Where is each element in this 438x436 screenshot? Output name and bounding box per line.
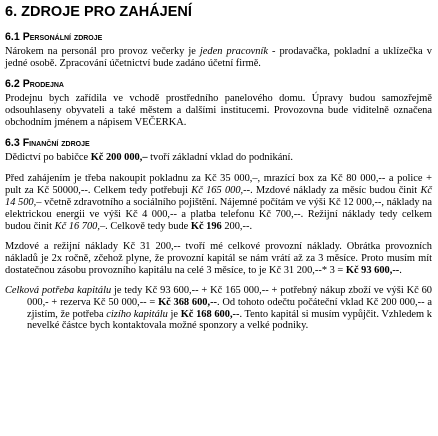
chapter-title: 6. ZDROJE PRO ZAHÁJENÍ [5, 4, 192, 20]
bold-amount: Kč 200 000,– [90, 151, 148, 163]
section-title: Finanční zdroje [22, 136, 90, 149]
emphasis-amount: Kč 165 000,-- [191, 185, 251, 197]
section-number: 6.2 [5, 77, 20, 90]
text-run: . Mzdové náklady za měsíc budou činit [250, 185, 421, 197]
section-title: Prodejna [22, 77, 64, 90]
bold-amount: Kč 168 600,-- [180, 308, 240, 320]
section-number: 6.1 [5, 31, 20, 43]
shop-paragraph [5, 93, 432, 129]
text-run: Dědictví po babičce [5, 151, 91, 163]
text-run: je tedy Kč 93 600,-- + Kč 165 000,-- + potřebný nákup zboží ve výši Kč 60 000,- + rezerva Kč 50 000,-- = [27, 284, 432, 308]
text-run: tvoří základní vklad do podnikání. [147, 151, 293, 163]
emphasis-amount: Kč 16 700,– [54, 221, 106, 233]
emphasis-text: jeden pracovník [199, 46, 268, 57]
section-title: Personální zdroje [22, 31, 103, 43]
bold-amount: Kč 368 600,-- [158, 296, 218, 308]
text-run: Mzdové a režijní náklady Kč 31 200,-- tvoří mé celkové provozní náklady. Obrátka provozních nákladů je 2x ročně, zčehož plyne, že provozní kapitál se nám vrátí až za 3 měsíce. Proto musím mít dostatečnou zásobu provozního kapitálu na celé 3 měsíce, to je Kč 31 200,--* 3 = [5, 240, 432, 276]
text-run: 200,--. [221, 221, 253, 233]
text-run: . [399, 264, 402, 276]
emphasis-amount: Kč 14 500,– [5, 185, 432, 209]
inheritance-paragraph [5, 152, 432, 164]
emphasis-text: Celková potřeba kapitálu [5, 284, 112, 296]
text-run: Před zahájením je třeba nakoupit pokladnu za Kč 35 000,–, mrazící box za Kč 80 000,-- a police + pult za Kč 50000,--. Celkem tedy potřebuji [5, 173, 432, 197]
text-run: . Od tohoto odečtu počáteční vklad Kč 200 000,-- a zjistím, že potřeba [27, 296, 432, 320]
personnel-paragraph [5, 46, 432, 70]
section-heading-personnel [5, 31, 432, 44]
startup-costs-paragraph [5, 173, 432, 233]
bold-amount: Kč 93 600,-- [345, 264, 400, 276]
text-run: Nárokem na personál pro provoz večerky je [5, 46, 200, 57]
capital-need-paragraph [5, 285, 432, 333]
text-run: je [167, 308, 181, 320]
section-heading-finance [5, 137, 432, 150]
bold-amount: Kč 196 [190, 221, 222, 233]
text-run: včetně zdravotního a sociálního pojištění. Nájemné počítám ve výši Kč 12 000,--, náklady na elektrickou energii ve výši Kč 4 000,-- a platba telefonu Kč 700,--. Režijní náklady tedy celkem budou činit [5, 197, 432, 233]
text-run: Prodejnu bych zařídila ve vchodě prostředního panelového domu. Úpravy budou samozřejmě odsouhlaseny obyvateli a také městem a dalšími institucemi. Provozovna bude viditelně označena obchodním jménem a nápisem VEČERKA. [5, 92, 432, 128]
text-run: - prodavačka, pokladní a uklízečka v jedné osobě. Zpracování účetnictví bude zadáno účetní firmě. [5, 46, 432, 69]
section-heading-shop [5, 78, 432, 91]
text-run: . Celkově tedy bude [105, 221, 191, 233]
text-run: . Tento kapitál si musím vypůjčit. Vzhledem k nevelké částce bych kontaktovala možné sponzory a velké podniky. [27, 308, 432, 332]
emphasis-text: cizího kapitálu [106, 308, 168, 320]
operating-costs-paragraph [5, 241, 432, 277]
section-number: 6.3 [5, 136, 20, 149]
